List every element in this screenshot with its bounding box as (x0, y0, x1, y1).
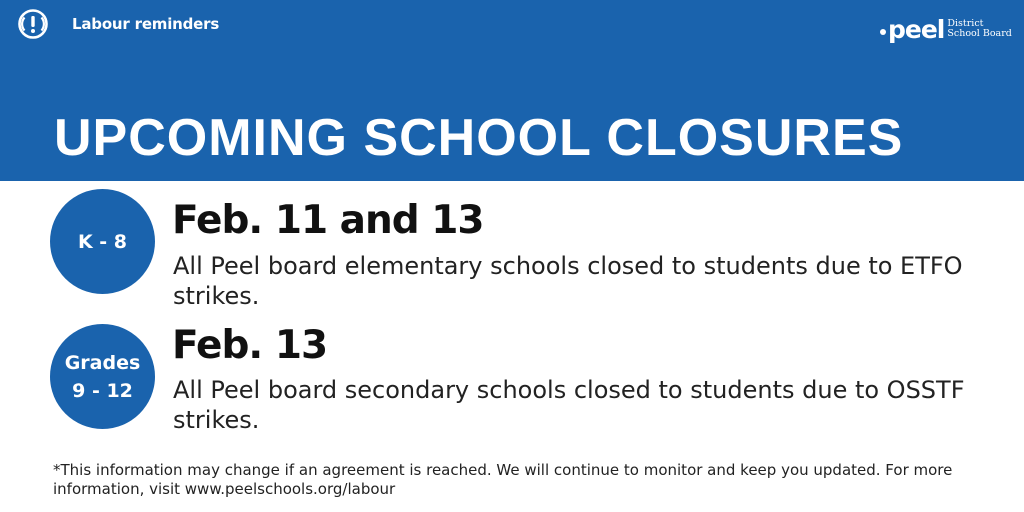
logo-subtitle (947, 19, 1011, 39)
logo-subtitle-line-2: School Board (947, 28, 1012, 39)
badge-label-line-1: Grades (64, 351, 141, 374)
header-banner (0, 0, 1024, 181)
grade-badge-k-8 (50, 189, 155, 294)
page-title: UPCOMING SCHOOL CLOSURES (54, 109, 904, 167)
grade-badge-9-12 (50, 324, 155, 429)
closure-description: All Peel board elementary schools closed to students due to ETFO strikes. (173, 252, 963, 310)
badge-label-line-2: 9 - 12 (72, 379, 133, 402)
labour-reminder (17, 8, 219, 40)
logo-subtitle-line-1: District (947, 18, 984, 29)
peel-logo (880, 15, 1012, 43)
closure-description: All Peel board secondary schools closed to students due to OSSTF strikes. (173, 376, 965, 434)
logo-wordmark: peel (888, 14, 945, 44)
alert-exclamation-icon (17, 8, 49, 40)
closure-date: Feb. 13 (172, 323, 328, 368)
footnote: *This information may change if an agreement is reached. We will continue to monitor and keep you updated. For more information, visit www.peelschools.org/labour (53, 461, 953, 498)
closure-date: Feb. 11 and 13 (172, 198, 484, 243)
logo-dot (880, 29, 886, 35)
labour-reminders-label: Labour reminders (72, 15, 220, 33)
badge-label: K - 8 (77, 230, 128, 253)
